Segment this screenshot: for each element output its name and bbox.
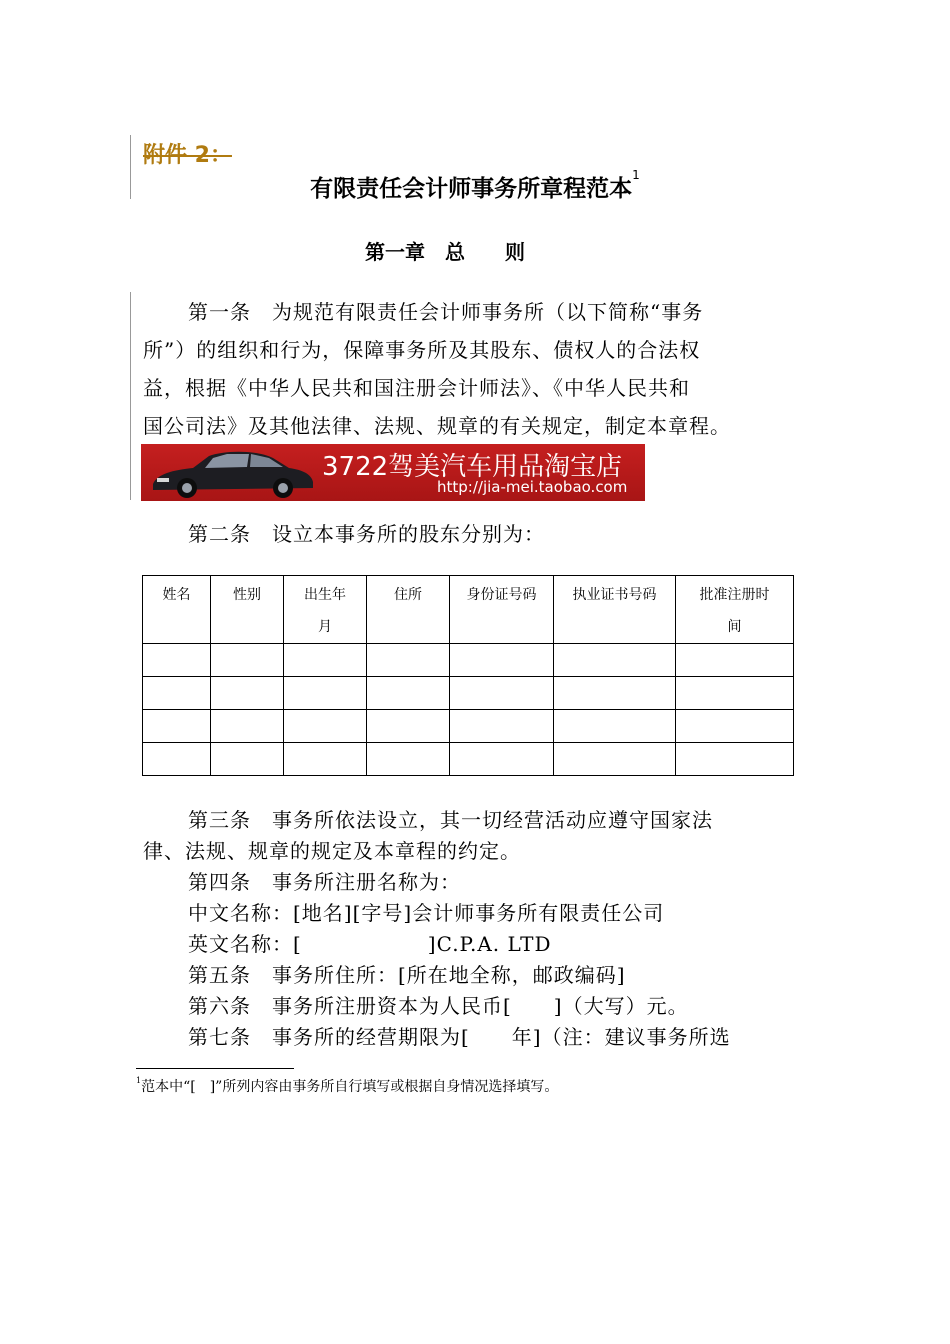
footnote-text: 范本中“[ ]”所列内容由事务所自行填写或根据自身情况选择填写。 [141,1079,559,1095]
header-license-number [554,576,676,644]
article-5: 第五条 事务所住所：[所在地全称，邮政编码] [188,963,626,987]
header-gender [211,576,284,644]
header-birth [284,576,367,644]
advertisement-banner[interactable] [141,444,645,501]
header-address-text: 住所 [394,587,422,603]
chinese-name: 中文名称：[地名][字号]会计师事务所有限责任公司 [188,901,665,925]
revision-bar [130,292,131,500]
table-row [143,710,794,743]
footnote-mark: 1 [136,1076,142,1085]
article-1-line: 国公司法》及其他法律、法规、规章的有关规定，制定本章程。 [143,414,731,438]
document-title-text: 有限责任会计师事务所章程范本 [310,176,633,202]
header-address [367,576,450,644]
footnote [136,1076,558,1096]
article-1-line: 第一条 为规范有限责任会计师事务所（以下简称“事务 [188,300,704,324]
footnote-separator [136,1068,294,1069]
shareholder-table [142,575,794,776]
table-row [143,743,794,776]
table-row [143,644,794,677]
car-image [147,446,317,500]
english-name: 英文名称：[ ]C.P.A. LTD [188,932,552,956]
article-4: 第四条 事务所注册名称为： [188,870,461,894]
table-header-row [143,576,794,644]
chapter-heading: 第一章 总 则 [365,240,525,264]
article-2: 第二条 设立本事务所的股东分别为： [188,522,545,546]
header-name-text: 姓名 [162,587,191,603]
header-registration-date [676,576,794,644]
article-1-line: 益，根据《中华人民共和国注册会计师法》、《中华人民共和 [143,376,690,400]
article-6: 第六条 事务所注册资本为人民币[ ]（大写）元。 [188,994,689,1018]
footnote-reference[interactable]: 1 [632,168,640,182]
header-license-text: 执业证书号码 [572,587,657,603]
article-3-line: 律、法规、规章的规定及本章程的约定。 [143,839,521,863]
header-id-number [450,576,554,644]
attachment-label: 附件 2： [143,143,232,168]
table-body [143,644,794,776]
header-registration-text: 批准注册时 间 [699,587,770,635]
article-1-line: 所”）的组织和行为，保障事务所及其股东、债权人的合法权 [143,338,701,362]
article-7: 第七条 事务所的经营期限为[ 年]（注：建议事务所选 [188,1025,731,1049]
banner-url[interactable]: http://jia-mei.taobao.com [437,478,628,496]
article-3-line: 第三条 事务所依法设立，其一切经营活动应遵守国家法 [188,808,713,832]
header-birth-text: 出生年 月 [304,587,346,635]
header-name [143,576,211,644]
header-id-text: 身份证号码 [466,587,537,603]
table-row [143,677,794,710]
document-title [0,170,950,203]
header-gender-text: 性别 [233,587,261,603]
banner-shop-name: 3722驾美汽车用品淘宝店 [322,452,623,482]
